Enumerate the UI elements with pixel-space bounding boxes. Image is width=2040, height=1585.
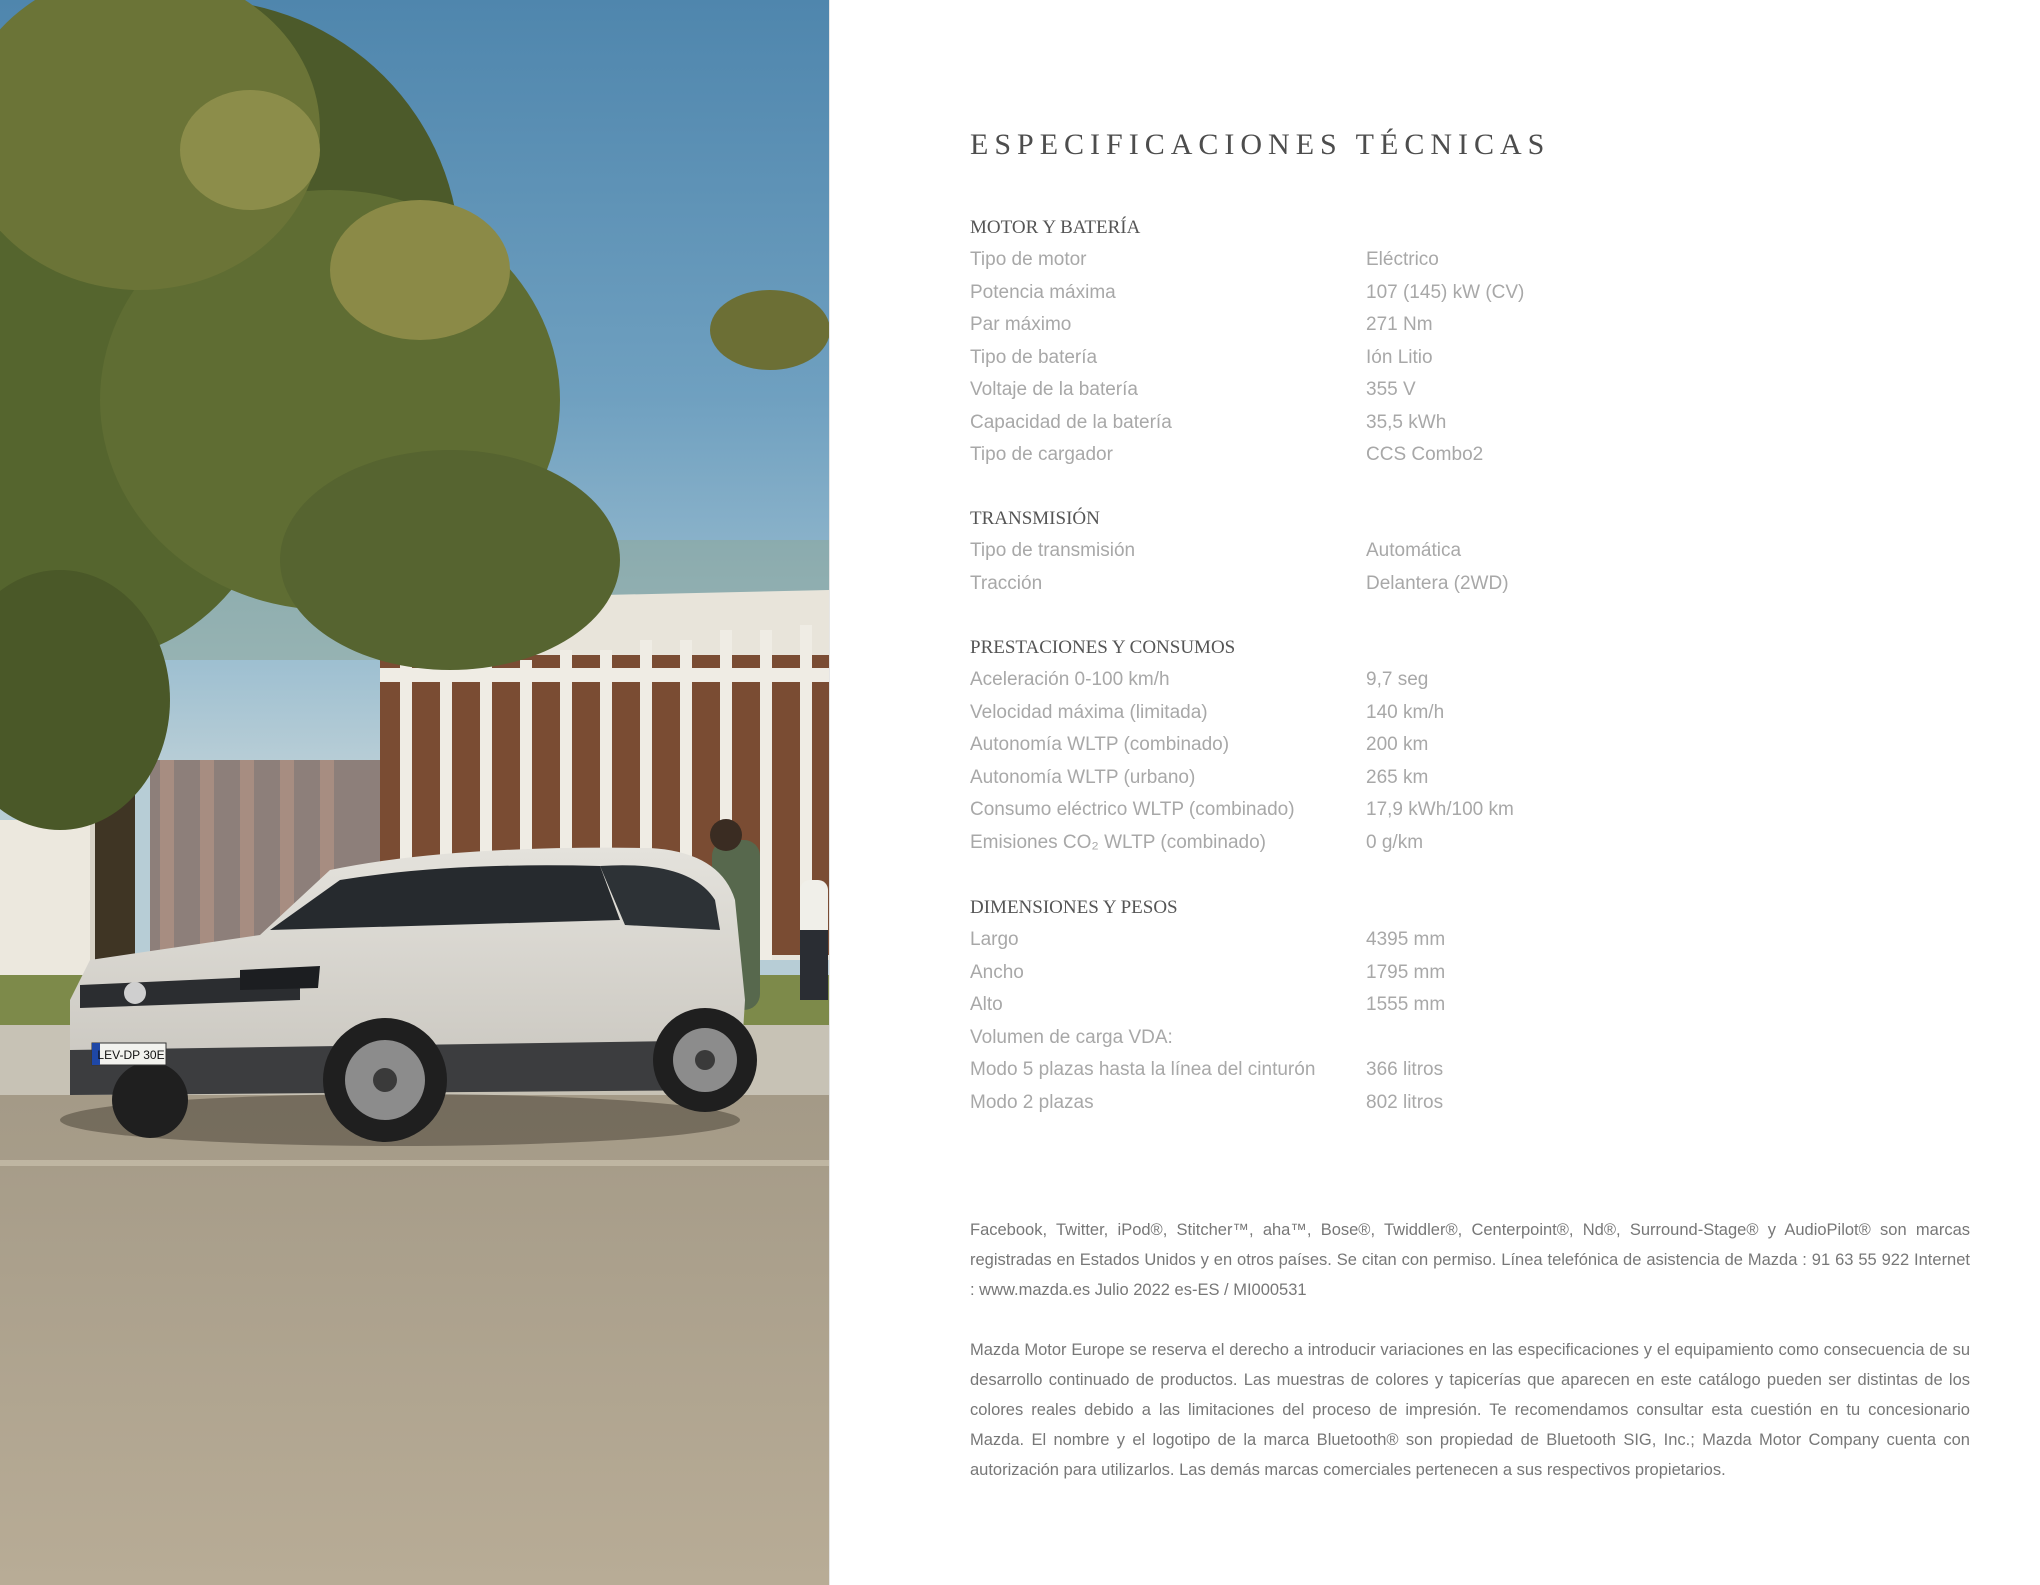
spec-value: 4395 mm bbox=[1366, 929, 1446, 950]
spec-label: Largo bbox=[970, 929, 1019, 950]
spec-row bbox=[970, 277, 1970, 310]
spec-row bbox=[970, 1054, 1970, 1087]
spec-row bbox=[970, 697, 1970, 730]
spec-row bbox=[970, 989, 1970, 1022]
spec-label: Tracción bbox=[970, 572, 1043, 594]
spec-row bbox=[970, 342, 1970, 375]
spec-value: 366 litros bbox=[1366, 1059, 1444, 1080]
trademark-notice: Facebook, Twitter, iPod®, Stitcher™, aha™, Bose®, Twiddler®, Centerpoint®, Nd®, Surround-Stage® y AudioPilot® son marcas registradas en Estados Unidos y en otros países. Se citan con permiso. Línea telefónica de asistencia de Mazda : 91 63 55 922 Internet : www.mazda.es Julio 2022 es-ES / MI000531 bbox=[970, 1221, 1970, 1299]
spec-value: 802 litros bbox=[1366, 1091, 1444, 1113]
section-dimensiones-pesos bbox=[970, 892, 1970, 1119]
spec-row bbox=[970, 1022, 1970, 1055]
spec-value: 200 km bbox=[1366, 734, 1429, 755]
spec-row bbox=[970, 957, 1970, 990]
spec-value: 1795 mm bbox=[1366, 961, 1446, 983]
spec-row bbox=[970, 664, 1970, 697]
spec-label: Modo 5 plazas hasta la línea del cinturón bbox=[970, 1059, 1316, 1080]
spec-label: Alto bbox=[970, 994, 1003, 1015]
disclaimer-text: Mazda Motor Europe se reserva el derecho a introducir variaciones en las especificaciones y el equipamiento como consecuencia de su desarrollo continuado de productos. Las muestras de colores y tapicerías que aparecen en este catálogo pueden ser distintas de los colores reales debido a las limitaciones del proceso de impresión. Te recomendamos consultar esta cuestión en tu concesionario Mazda. El nombre y el logotipo de la marca Bluetooth® son propiedad de Bluetooth SIG, Inc.; Mazda Motor Company cuenta con autorización para utilizarlos. Las demás marcas comerciales pertenecen a sus respectivos propietarios. bbox=[970, 1341, 1970, 1479]
spec-value: 140 km/h bbox=[1366, 701, 1445, 723]
spec-value: Automática bbox=[1366, 540, 1462, 561]
spec-row bbox=[970, 1087, 1970, 1120]
spec-value: 35,5 kWh bbox=[1366, 411, 1447, 433]
section-heading: TRANSMISIÓN bbox=[970, 508, 1100, 529]
spec-row bbox=[970, 309, 1970, 342]
spec-label: Tipo de transmisión bbox=[970, 540, 1136, 561]
spec-row bbox=[970, 244, 1970, 277]
spec-value: 107 (145) kW (CV) bbox=[1366, 281, 1525, 303]
spec-label: Ancho bbox=[970, 961, 1024, 983]
spec-label: Consumo eléctrico WLTP (combinado) bbox=[970, 799, 1295, 820]
spec-row bbox=[970, 729, 1970, 762]
spec-row bbox=[970, 374, 1970, 407]
car-photo bbox=[0, 0, 829, 1585]
spec-value: 355 V bbox=[1366, 379, 1416, 400]
spec-label: Voltaje de la batería bbox=[970, 379, 1138, 400]
spec-row bbox=[970, 924, 1970, 957]
spec-value: Delantera (2WD) bbox=[1366, 572, 1509, 594]
spec-row bbox=[970, 407, 1970, 440]
spec-value: 9,7 seg bbox=[1366, 669, 1429, 690]
spec-value: 265 km bbox=[1366, 766, 1429, 788]
spec-value: CCS Combo2 bbox=[1366, 444, 1484, 465]
section-heading: MOTOR Y BATERÍA bbox=[970, 217, 1141, 238]
spec-label: Autonomía WLTP (urbano) bbox=[970, 766, 1196, 788]
page-divider bbox=[829, 0, 830, 1585]
spec-label: Autonomía WLTP (combinado) bbox=[970, 734, 1230, 755]
section-heading: DIMENSIONES Y PESOS bbox=[970, 897, 1178, 918]
spec-label: Modo 2 plazas bbox=[970, 1091, 1094, 1113]
section-transmision bbox=[970, 503, 1970, 600]
spec-label: Tipo de batería bbox=[970, 346, 1098, 368]
section-prestaciones-consumos bbox=[970, 632, 1970, 859]
section-motor-bateria bbox=[970, 212, 1970, 472]
spec-label: Capacidad de la batería bbox=[970, 411, 1172, 433]
car-photo-illustration bbox=[0, 0, 829, 1585]
license-plate-text: LEV-DP 30E bbox=[97, 1048, 165, 1062]
spec-label: Par máximo bbox=[970, 314, 1072, 335]
spec-label: Aceleración 0-100 km/h bbox=[970, 669, 1170, 690]
spec-label: Volumen de carga VDA: bbox=[970, 1026, 1173, 1048]
spec-row bbox=[970, 535, 1970, 568]
spec-row bbox=[970, 439, 1970, 472]
spec-value: 1555 mm bbox=[1366, 994, 1446, 1015]
spec-value: Eléctrico bbox=[1366, 249, 1439, 270]
spec-label: Potencia máxima bbox=[970, 281, 1116, 303]
spec-value: 0 g/km bbox=[1366, 831, 1424, 853]
spec-row bbox=[970, 568, 1970, 601]
spec-row bbox=[970, 762, 1970, 795]
spec-label: Velocidad máxima (limitada) bbox=[970, 701, 1208, 723]
spec-value: 271 Nm bbox=[1366, 314, 1433, 335]
spec-label: Tipo de cargador bbox=[970, 444, 1113, 465]
spec-value: Ión Litio bbox=[1366, 346, 1433, 368]
spec-label: Tipo de motor bbox=[970, 249, 1087, 270]
page-title: ESPECIFICACIONES TÉCNICAS bbox=[970, 128, 1551, 161]
spec-row bbox=[970, 827, 1970, 860]
spec-row bbox=[970, 794, 1970, 827]
section-heading: PRESTACIONES Y CONSUMOS bbox=[970, 637, 1236, 658]
spec-value: 17,9 kWh/100 km bbox=[1366, 799, 1514, 820]
spec-label: Emisiones CO₂ WLTP (combinado) bbox=[970, 831, 1266, 853]
